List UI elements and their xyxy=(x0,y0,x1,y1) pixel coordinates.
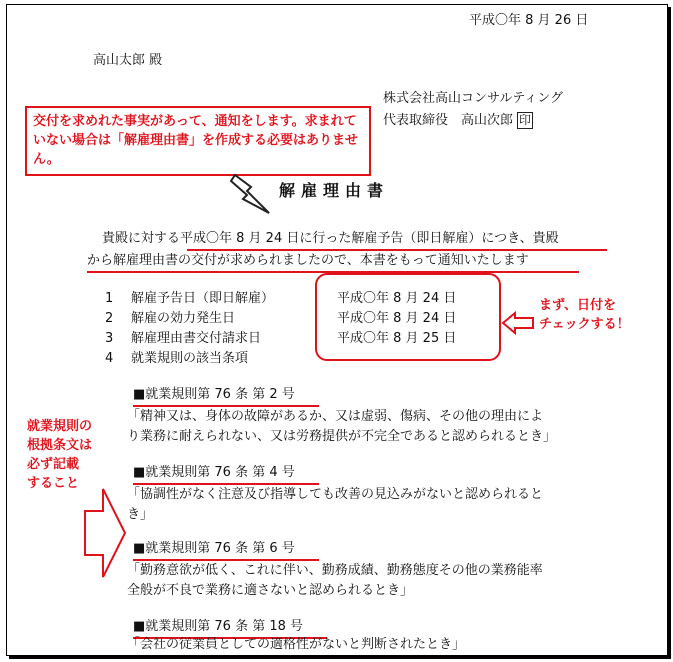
item-number: 2 xyxy=(105,311,114,326)
clause-text: き」 xyxy=(127,507,154,522)
item-label: 就業規則の該当条項 xyxy=(131,351,249,366)
intro-line-2: から解雇理由書の交付が求められましたので、本書をもって通知いたします xyxy=(87,253,529,268)
clause-text: 「会社の従業員としての適格性がないと判断されたとき」 xyxy=(127,637,466,652)
item-label: 解雇予告日（即日解雇） xyxy=(131,291,275,306)
rules-callout-text: 就業規則の 根拠条文は 必ず記載 すること xyxy=(27,419,93,491)
clause-underline xyxy=(133,483,319,485)
clause-text: 全般が不良で業務に適さないと認められるとき」 xyxy=(127,583,414,598)
item-label: 解雇理由書交付請求日 xyxy=(131,331,262,346)
item-number: 1 xyxy=(105,291,114,306)
clause-text: 「精神又は、身体の故障があるか、又は虚弱、傷病、その他の理由によ xyxy=(127,409,544,424)
dates-callout-text: まず、日付を チェックする！ xyxy=(539,298,630,332)
notice-callout xyxy=(25,106,371,176)
item-date: 平成〇年 8 月 25 日 xyxy=(337,331,457,346)
company-name: 株式会社高山コンサルティング xyxy=(383,91,564,106)
representative-name: 代表取締役 高山次郎 xyxy=(383,113,514,128)
intro-line-1: 貴殿に対する平成〇年 8 月 24 日に行った解雇予告（即日解雇）につき、貴殿 xyxy=(102,231,559,246)
clause-text: 「勤務意欲が低く、これに伴い、勤務成績、勤務態度その他の業務能率 xyxy=(127,563,543,578)
clause-heading: ■就業規則第 76 条 第 2 号 xyxy=(133,387,295,402)
item-date: 平成〇年 8 月 24 日 xyxy=(337,311,457,326)
left-arrow-icon xyxy=(501,311,537,335)
addressee: 高山太郎 殿 xyxy=(93,53,163,68)
item-label: 解雇の効力発生日 xyxy=(131,311,236,326)
clause-heading: ■就業規則第 76 条 第 18 号 xyxy=(133,619,304,634)
document-date: 平成〇年 8 月 26 日 xyxy=(469,13,589,28)
seal-mark: 印 xyxy=(519,113,532,127)
right-arrow-icon xyxy=(83,485,127,581)
intro-underline-1 xyxy=(187,249,607,251)
item-date: 平成〇年 8 月 24 日 xyxy=(337,291,457,306)
item-number: 4 xyxy=(105,351,114,366)
clause-heading: ■就業規則第 76 条 第 4 号 xyxy=(133,465,295,480)
document-page xyxy=(6,4,668,656)
notice-callout-text: 交付を求めれた事実があって、通知をします。求まれていない場合は「解雇理由書」を作成する必要はありません。 xyxy=(33,114,359,167)
clause-text: り業務に耐えられない、又は労務提供が不完全であると認められるとき」 xyxy=(127,429,557,444)
clause-underline xyxy=(133,405,319,407)
lightning-arrow-icon xyxy=(229,173,275,221)
clause-heading: ■就業規則第 76 条 第 6 号 xyxy=(133,541,295,556)
clause-underline xyxy=(133,559,319,561)
document-title: 解雇理由書 xyxy=(279,181,390,200)
item-number: 3 xyxy=(105,331,114,346)
dates-highlight-box xyxy=(315,273,501,361)
clause-text: 「協調性がなく注意及び指導しても改善の見込みがないと認められると xyxy=(127,487,544,502)
representative xyxy=(383,112,533,129)
